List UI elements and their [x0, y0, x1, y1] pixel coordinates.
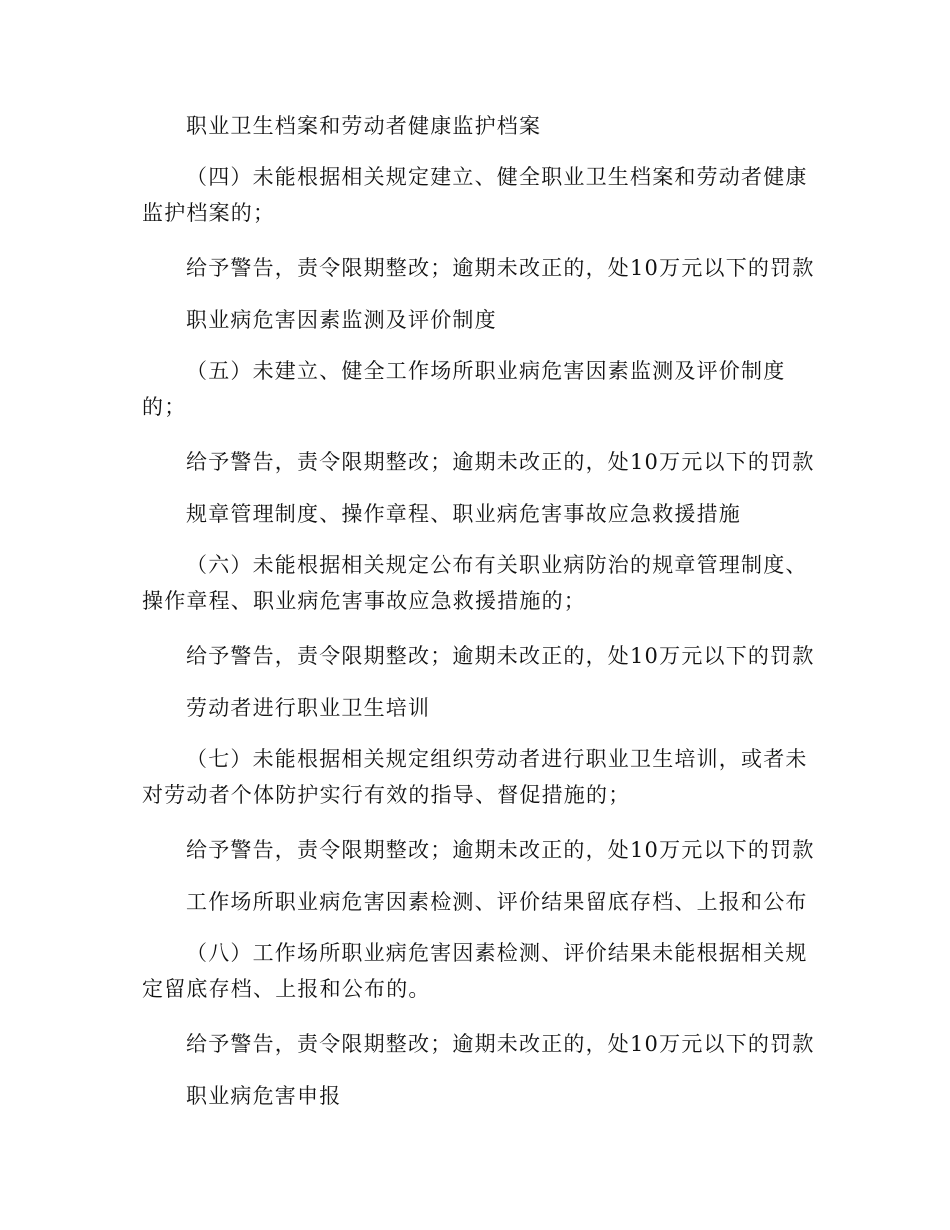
penalty-text: 给予警告，责令限期整改；逾期未改正的，处10万元以下的罚款	[186, 1032, 815, 1056]
section-heading: 规章管理制度、操作章程、职业病危害事故应急救援措施	[186, 502, 741, 526]
section-heading: 职业病危害申报	[186, 1084, 342, 1108]
clause-text: （七）未能根据相关规定组织劳动者进行职业卫生培训，或者未	[186, 747, 808, 771]
section-heading: 职业卫生档案和劳动者健康监护档案	[186, 114, 542, 138]
clause-text-continued: 监护档案的；	[142, 201, 276, 225]
clause-text-continued: 的；	[142, 395, 187, 419]
clause-text-continued: 对劳动者个体防护实行有效的指导、督促措施的；	[142, 783, 631, 807]
clause-text-continued: 操作章程、职业病危害事故应急救援措施的；	[142, 589, 586, 613]
penalty-text: 给予警告，责令限期整改；逾期未改正的，处10万元以下的罚款	[186, 838, 815, 862]
clause-text: （六）未能根据相关规定公布有关职业病防治的规章管理制度、	[186, 553, 808, 577]
penalty-text: 给予警告，责令限期整改；逾期未改正的，处10万元以下的罚款	[186, 256, 815, 280]
section-heading: 工作场所职业病危害因素检测、评价结果留底存档、上报和公布	[186, 890, 808, 914]
clause-text: （五）未建立、健全工作场所职业病危害因素监测及评价制度	[186, 359, 786, 383]
clause-text: （四）未能根据相关规定建立、健全职业卫生档案和劳动者健康	[186, 165, 808, 189]
section-heading: 职业病危害因素监测及评价制度	[186, 308, 497, 332]
penalty-text: 给予警告，责令限期整改；逾期未改正的，处10万元以下的罚款	[186, 644, 815, 668]
clause-text-continued: 定留底存档、上报和公布的。	[142, 977, 431, 1001]
clause-text: （八）工作场所职业病危害因素检测、评价结果未能根据相关规	[186, 941, 808, 965]
penalty-text: 给予警告，责令限期整改；逾期未改正的，处10万元以下的罚款	[186, 450, 815, 474]
section-heading: 劳动者进行职业卫生培训	[186, 696, 431, 720]
